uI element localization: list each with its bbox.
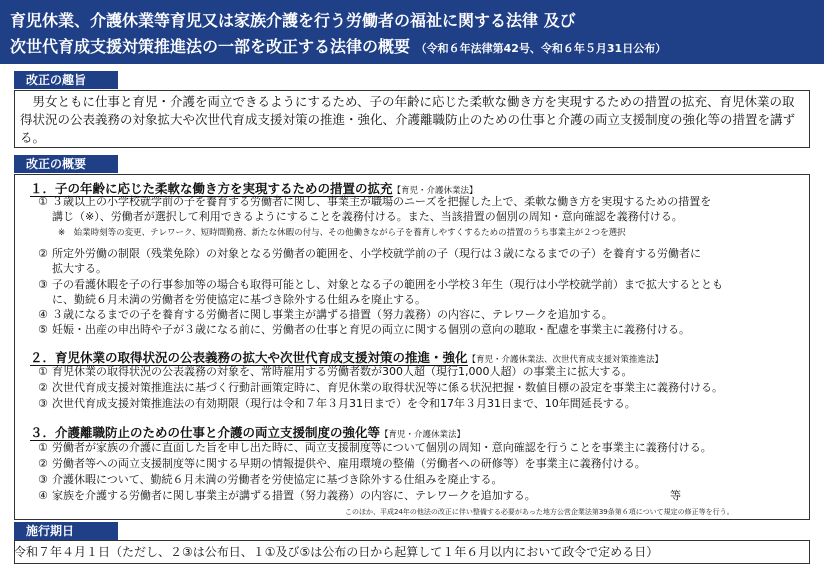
item-number: ③ [38,473,48,486]
section-3-tag: 【育児・介護休業法】 [380,430,466,440]
item-line: 家族を介護する労働者に関し事業主が講ずる措置（努力義務）の内容に、テレワークを追加する。 [52,489,536,502]
item-text [52,472,503,487]
overview-label: 改正の概要 [14,155,118,173]
item-line: 子の看護休暇を子の行事参加等の場合も取得可能とし、対象となる子の範囲を小学校３年生（現行は小学校就学前）まで拡大するととも [52,278,723,291]
section-1-item-1 [38,194,798,224]
item-line: 講じ（※）、労働者が選択して利用できるようにすることを義務付ける。また、当該措置の個別の周知・意向確認を義務付ける。 [52,210,683,223]
section-3-item-3 [38,472,798,487]
item-text [52,488,536,503]
item-line: 次世代育成支援対策推進法に基づく行動計画策定時に、育児休業の取得状況等に係る状況把握・数値目標の設定を事業主に義務付ける。 [52,381,723,394]
item-text [52,364,632,379]
section-1-item-2 [38,246,798,276]
item-text [52,456,646,471]
section-3-item-1 [38,440,798,455]
title-line-2-main: 次世代育成支援対策推進法の一部を改正する法律の概要 [10,37,411,56]
section-1-tag: 【育児・介護休業法】 [392,186,478,196]
item-text [52,396,636,411]
item-text [52,246,701,276]
item-line: 所定外労働の制限（残業免除）の対象となる労働者の範囲を、小学校就学前の子（現行は３歳になるまでの子）を養育する労働者に [52,247,701,260]
title-line-1: 育児休業、介護休業等育児又は家族介護を行う労働者の福祉に関する法律 及び [10,11,576,30]
item-line: 育児休業の取得状況の公表義務の対象を、常時雇用する労働者数が300人超（現行1,000人超）の事業主に拡大する。 [52,365,633,378]
item-number: ② [38,457,48,470]
item-line: 拡大する。 [52,262,107,275]
title-banner [0,0,824,64]
title-line-2 [10,34,666,57]
item-number: ③ [38,278,48,291]
item-text [52,194,711,224]
item-line: 次世代育成支援対策推進法の有効期限（現行は令和７年３月31日まで）を令和17年３月31日まで、10年間延長する。 [52,397,636,410]
purpose-text-content: 男女ともに仕事と育児・介護を両立できるようにするため、子の年齢に応じた柔軟な働き方を実現するための措置の拡充、育児休業の取得状況の公表義務の対象拡大や次世代育成支援対策の推進・強化、介護離職防止のための仕事と介護の両立支援制度の強化等の措置を講ずる。 [20,94,796,145]
section-2-title: ２．育児休業の取得状況の公表義務の拡大や次世代育成支援対策の推進・強化 [30,350,468,365]
item-text [52,307,613,322]
item-number: ③ [38,397,48,410]
item-number: ① [38,195,48,208]
item-line: ３歳になるまでの子を養育する労働者に関し事業主が講ずる措置（努力義務）の内容に、テレワークを追加する。 [52,308,613,321]
section-1-item-5 [38,322,798,337]
item-line: 介護休暇について、勤続６月未満の労働者を労使協定に基づき除外する仕組みを廃止する。 [52,473,503,486]
section-2-item-1 [38,364,798,379]
item-line: ３歳以上の小学校就学前の子を養育する労働者に関し、事業主が職場のニーズを把握した上で、柔軟な働き方を実現するための措置を [52,195,712,208]
section-1-note: ※ 始業時刻等の変更、テレワーク、短時間勤務、新たな休暇の付与、その他働きながら子を養育しやすくするための措置のうち事業主が２つを選択 [58,228,626,238]
section-1-item-4 [38,307,798,322]
section-3-heading [30,423,465,441]
section-1-item-3 [38,277,798,307]
item-number: ④ [38,489,48,502]
section-2-tag: 【育児・介護休業法、次世代育成支援対策推進法】 [467,355,664,365]
item-number: ② [38,247,48,260]
item-text [52,440,712,455]
item-number: ① [38,365,48,378]
item-text [52,380,723,395]
item-line: 妊娠・出産の申出時や子が３歳になる前に、労働者の仕事と育児の両立に関する個別の意向の聴取・配慮を事業主に義務付ける。 [52,323,690,336]
effective-label: 施行期日 [14,522,118,540]
item-line: に、勤続６月未満の労働者を労使協定に基づき除外する仕組みを廃止する。 [52,293,426,306]
item-number: ④ [38,308,48,321]
item-number: ② [38,381,48,394]
overview-footnote: このほか、平成24年の他法の改正に伴い整備する必要があった地方公営企業法第39条第６項について規定の修正等を行う。 [345,508,734,516]
item-text [52,277,723,307]
item-number: ⑤ [38,323,48,336]
item-text [52,322,690,337]
section-1-title: １．子の年齢に応じた柔軟な働き方を実現するための措置の拡充 [30,181,393,196]
effective-text: 令和７年４月１日（ただし、２③は公布日、１①及び⑤は公布の日から起算して１年６月以内において政令で定める日） [14,545,659,559]
item-line: 労働者等への両立支援制度等に関する早期の情報提供や、雇用環境の整備（労働者への研修等）を事業主に義務付ける。 [52,457,646,470]
purpose-text [20,93,804,147]
section-2-item-3 [38,396,798,411]
purpose-label: 改正の趣旨 [14,71,118,89]
title-line-2-note: （令和６年法律第42号、令和６年５月31日公布） [415,42,667,55]
section-3-etc: 等 [670,489,681,502]
section-3-title: ３．介護離職防止のための仕事と介護の両立支援制度の強化等 [30,425,381,440]
section-3-item-2 [38,456,798,471]
item-number: ① [38,441,48,454]
section-2-item-2 [38,380,798,395]
item-line: 労働者が家族の介護に直面した旨を申し出た時に、両立支援制度等について個別の周知・意向確認を行うことを事業主に義務付ける。 [52,441,712,454]
